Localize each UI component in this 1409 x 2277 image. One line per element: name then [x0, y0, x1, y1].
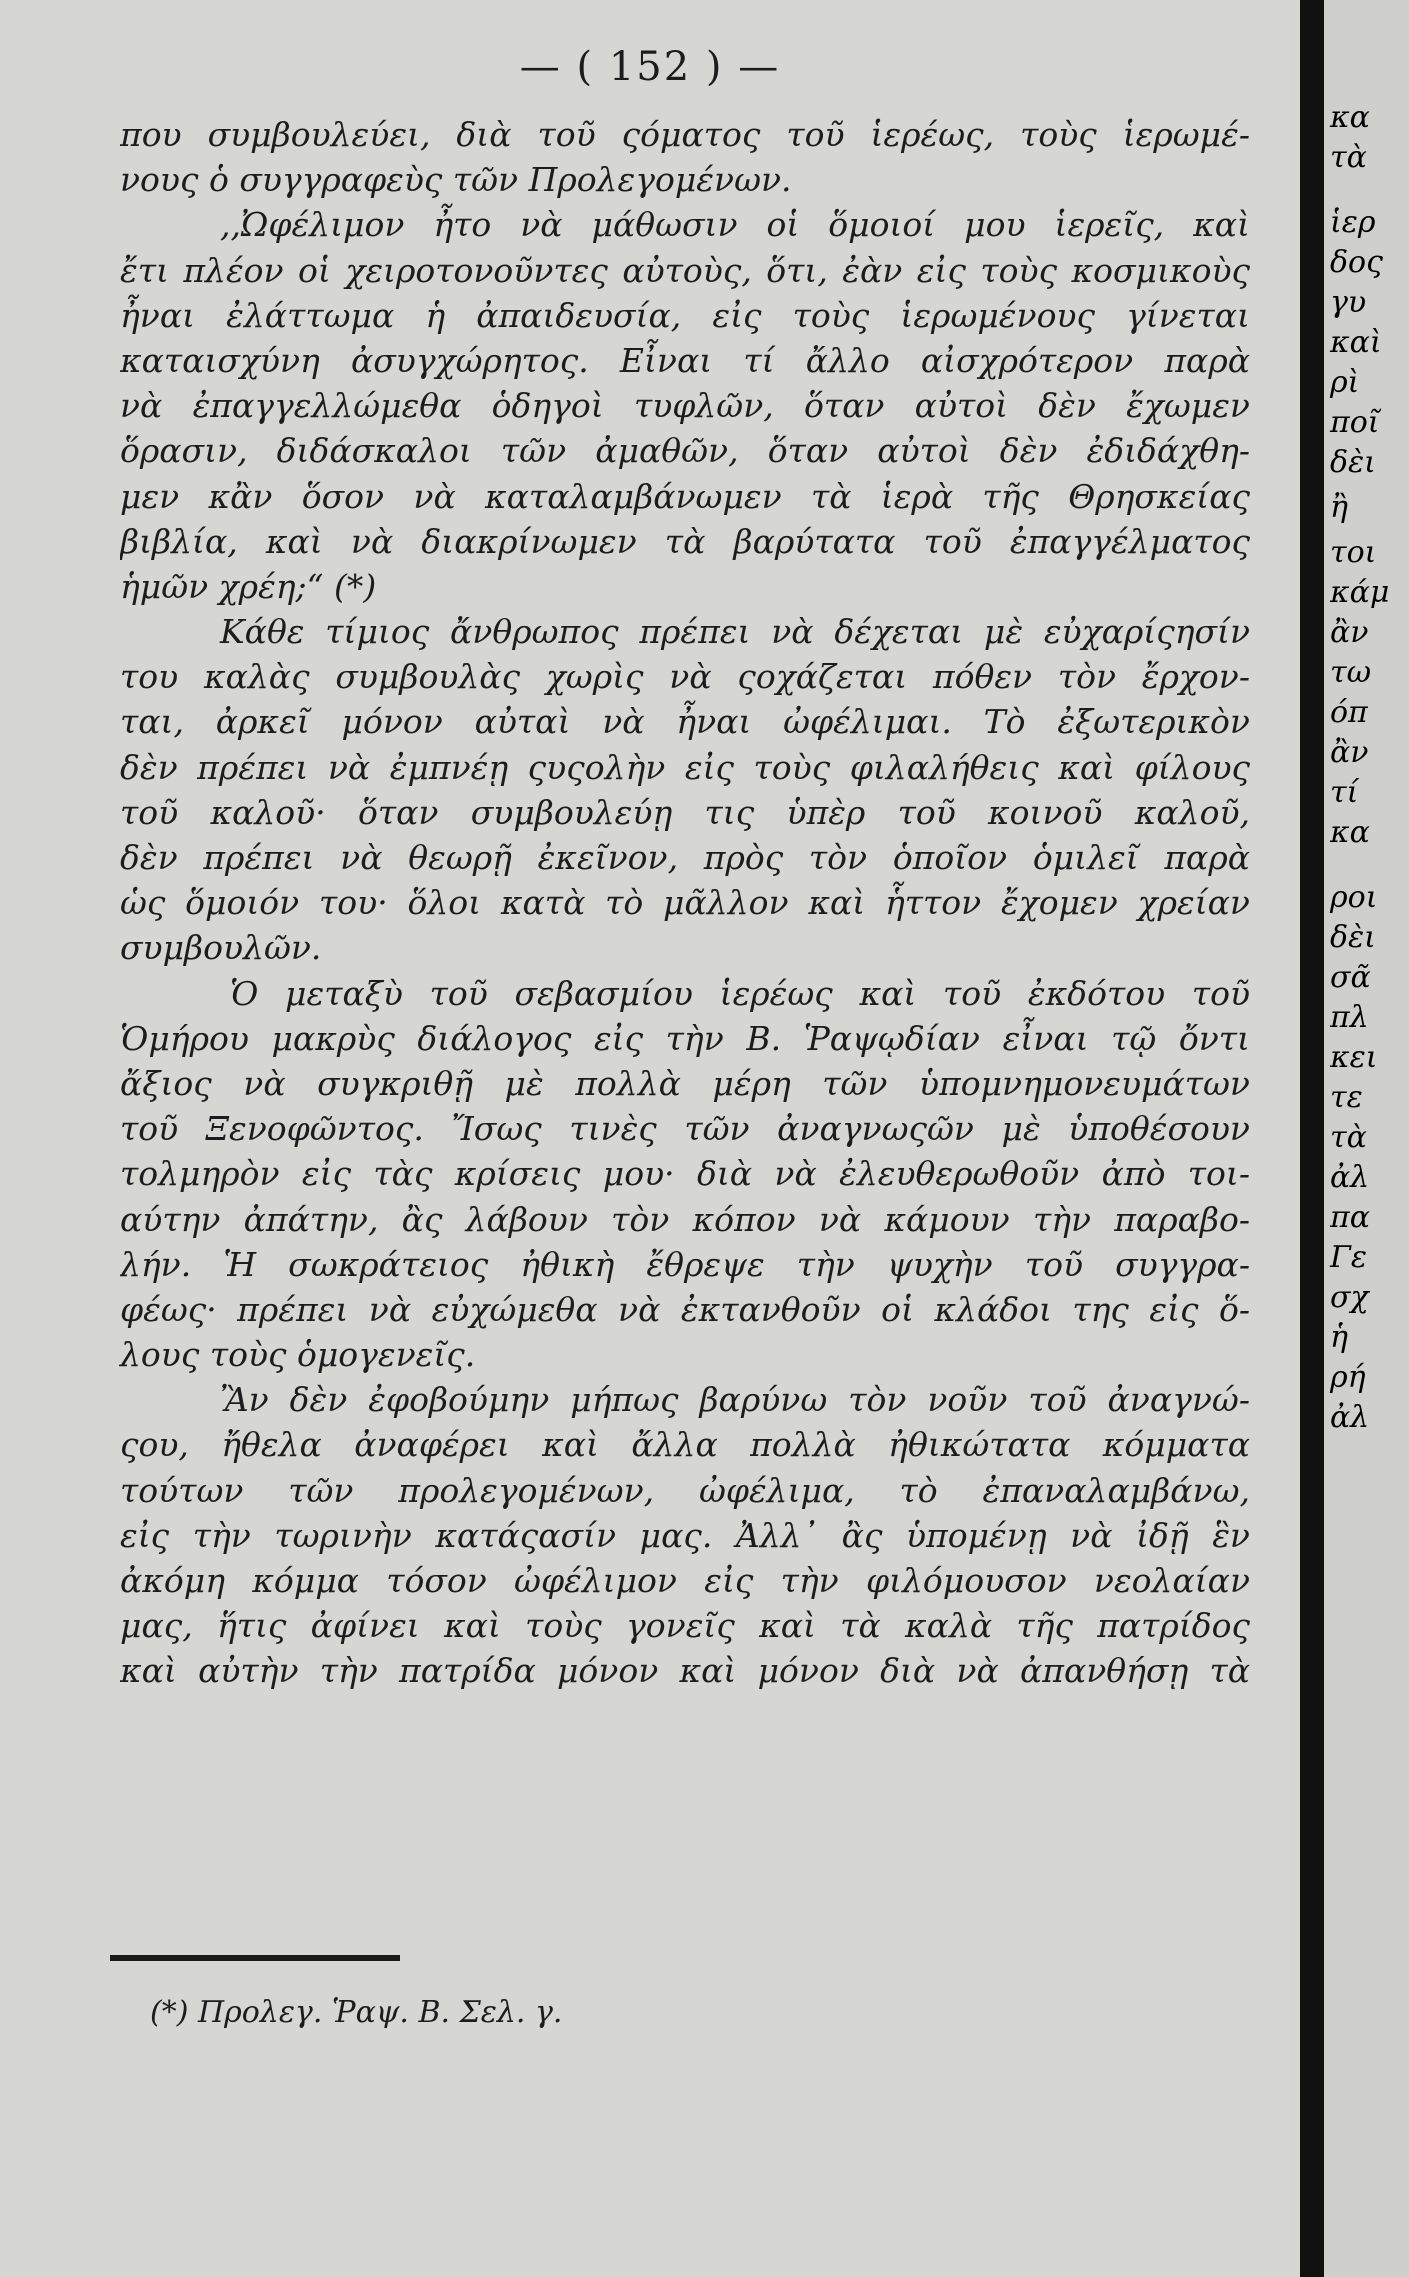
text-line: Ὁ μεταξὺ τοῦ σεβασμίου ἱερέως καὶ τοῦ ἐκδότου τοῦ — [230, 973, 1250, 1013]
adjacent-page-text: τε — [1330, 1080, 1363, 1115]
text-line: που συμβουλεύει, διὰ τοῦ ςόματος τοῦ ἱερέως, τοὺς ἱερωμέ- — [120, 115, 1250, 154]
adjacent-page-text: ἂν — [1330, 615, 1369, 650]
text-line: ἦναι ἐλάττωμα ἡ ἀπαιδευσία, εἰς τοὺς ἱερωμένους γίνεται — [120, 295, 1250, 335]
adjacent-page-text: κάμ — [1330, 575, 1390, 610]
footnote: (*) Προλεγ. Ῥαψ. Β. Σελ. γ. — [150, 1995, 563, 2030]
text-line: ἔτι πλέον οἱ χειροτονοῦντες αὐτοὺς, ὅτι, ἐὰν εἰς τοὺς κοσμικοὺς — [120, 250, 1250, 290]
adjacent-page-text: ἀλ — [1330, 1160, 1370, 1195]
adjacent-page-text: τω — [1330, 655, 1372, 690]
text-line: καταισχύνη ἀσυγχώρητος. Εἶναι τί ἄλλο αἰσχρότερον παρὰ — [120, 340, 1250, 380]
adjacent-page-text: τὰ — [1330, 140, 1367, 175]
adjacent-page-text: δὲι — [1330, 920, 1376, 955]
adjacent-page-text: ἀλ — [1330, 1400, 1370, 1435]
text-line: ὡς ὅμοιόν του· ὅλοι κατὰ τὸ μᾶλλον καὶ ἧττον ἔχομεν χρείαν — [120, 883, 1250, 923]
text-line: αύτην ἀπάτην, ἂς λάβουν τὸν κόπον νὰ κάμουν τὴν παραβο- — [120, 1199, 1250, 1239]
text-line: Ἂν δὲν ἐφοβούμην μήπως βαρύνω τὸν νοῦν τοῦ ἀναγνώ- — [220, 1380, 1250, 1420]
text-line: εἰς τὴν τωρινὴν κατάςασίν μας. Ἀλλ᾽ ἂς ὑπομένῃ νὰ ἰδῇ ἓν — [120, 1515, 1250, 1555]
text-line: του καλὰς συμβουλὰς χωρὶς νὰ ςοχάζεται πόθεν τὸν ἔρχον- — [120, 657, 1250, 697]
adjacent-page-text: ἢ — [1330, 490, 1348, 525]
text-line: Κάθε τίμιος ἄνθρωπος πρέπει νὰ δέχεται μὲ εὐχαρίςησίν — [220, 612, 1250, 652]
book-gutter — [1300, 0, 1324, 2277]
text-line: βιβλία, καὶ νὰ διακρίνωμεν τὰ βαρύτατα τοῦ ἐπαγγέλματος — [120, 521, 1250, 561]
adjacent-page-text: σχ — [1330, 1280, 1369, 1315]
adjacent-page-text: ποῖ — [1330, 405, 1380, 440]
adjacent-page-text: Γε — [1330, 1240, 1367, 1275]
adjacent-page-text: ροι — [1330, 880, 1378, 915]
adjacent-page-text: δὲι — [1330, 445, 1376, 480]
text-line: τολμηρὸν εἰς τὰς κρίσεις μου· διὰ νὰ ἐλευθερωθοῦν ἀπὸ τοι- — [120, 1154, 1250, 1194]
text-line: τούτων τῶν προλεγομένων, ὠφέλιμα, τὸ ἐπαναλαμβάνω, — [120, 1470, 1250, 1510]
text-line: ὅρασιν, διδάσκαλοι τῶν ἀμαθῶν, ὅταν αὐτοὶ δὲν ἐδιδάχθη- — [120, 431, 1250, 471]
adjacent-page-text: πλ — [1330, 1000, 1369, 1035]
footnote-rule — [110, 1955, 400, 1961]
adjacent-page-text: γυ — [1330, 285, 1367, 320]
adjacent-page-text: ἡ — [1330, 1320, 1348, 1355]
adjacent-page-text: τὰ — [1330, 1120, 1367, 1155]
adjacent-page-text: ρή — [1330, 1360, 1366, 1395]
adjacent-page-fragment — [1324, 0, 1409, 2277]
text-line: ,,Ὠφέλιμον ἦτο νὰ μάθωσιν οἱ ὅμοιοί μου ἱερεῖς, καὶ — [220, 205, 1250, 245]
adjacent-page-text: σᾶ — [1330, 960, 1371, 995]
text-line: λήν. Ἡ σωκράτειος ἠθικὴ ἔθρεψε τὴν ψυχὴν τοῦ συγγρα- — [120, 1244, 1250, 1284]
adjacent-page-text: καὶ — [1330, 325, 1382, 360]
text-line: ςου, ἤθελα ἀναφέρει καὶ ἄλλα πολλὰ ἠθικώτατα κόμματα — [120, 1425, 1250, 1465]
text-line: μας, ἥτις ἀφίνει καὶ τοὺς γονεῖς καὶ τὰ καλὰ τῆς πατρίδος — [120, 1606, 1250, 1646]
text-line: φέως· πρέπει νὰ εὐχώμεθα νὰ ἐκτανθοῦν οἱ κλάδοι της εἰς ὅ- — [120, 1289, 1250, 1329]
adjacent-page-text: ἂν — [1330, 735, 1369, 770]
text-line: ται, ἀρκεῖ μόνον αὐταὶ νὰ ἦναι ὠφέλιμαι. Τὸ ἐξωτερικὸν — [120, 702, 1250, 742]
text-line: δὲν πρέπει νὰ ἐμπνέῃ ςυςολὴν εἰς τοὺς φιλαλήθεις καὶ φίλους — [120, 747, 1250, 787]
adjacent-page-text: ἱερ — [1330, 205, 1376, 240]
adjacent-page-text: τί — [1330, 775, 1359, 810]
adjacent-page-text: τοι — [1330, 535, 1377, 570]
text-line: τοῦ καλοῦ· ὅταν συμβουλεύῃ τις ὑπὲρ τοῦ κοινοῦ καλοῦ, — [120, 792, 1250, 832]
text-line: Ὁμήρου μακρὺς διάλογος εἰς τὴν Β. Ῥαψῳδίαν εἶναι τῷ ὄντι — [120, 1018, 1250, 1058]
text-line: καὶ αὐτὴν τὴν πατρίδα μόνον καὶ μόνον διὰ νὰ ἀπανθήσῃ τὰ — [120, 1651, 1250, 1691]
text-line: νους ὁ συγγραφεὺς τῶν Προλεγομένων. — [120, 160, 792, 200]
adjacent-page-text: κα — [1330, 100, 1370, 135]
adjacent-page-text: όπ — [1330, 695, 1368, 730]
text-line: δὲν πρέπει νὰ θεωρῇ ἐκεῖνον, πρὸς τὸν ὁποῖον ὁμιλεῖ παρὰ — [120, 838, 1250, 877]
adjacent-page-text: πα — [1330, 1200, 1370, 1235]
text-line: ἀκόμη κόμμα τόσον ὠφέλιμον εἰς τὴν φιλόμουσον νεολαίαν — [120, 1561, 1250, 1600]
text-line: λους τοὺς ὁμογενεῖς. — [120, 1335, 476, 1375]
page-header: — ( 152 ) — — [519, 44, 781, 90]
adjacent-page-text: δος — [1330, 245, 1383, 280]
body-text — [120, 112, 1250, 1694]
text-line: μεν κἂν ὅσον νὰ καταλαμβάνωμεν τὰ ἱερὰ τῆς Θρησκείας — [120, 476, 1250, 516]
adjacent-page-text: κει — [1330, 1040, 1378, 1075]
text-line: τοῦ Ξενοφῶντος. Ἴσως τινὲς τῶν ἀναγνωςῶν μὲ ὑποθέσουν — [120, 1109, 1250, 1149]
adjacent-page-text: κα — [1330, 815, 1370, 850]
text-line: ἄξιος νὰ συγκριθῇ μὲ πολλὰ μέρη τῶν ὑπομνημονευμάτων — [120, 1063, 1250, 1103]
text-line: ἡμῶν χρέη;“ (*) — [120, 566, 377, 606]
text-line: συμβουλῶν. — [120, 928, 322, 968]
adjacent-page-text: ρὶ — [1330, 365, 1360, 400]
text-line: νὰ ἐπαγγελλώμεθα ὁδηγοὶ τυφλῶν, ὅταν αὐτοὶ δὲν ἔχωμεν — [120, 386, 1250, 426]
